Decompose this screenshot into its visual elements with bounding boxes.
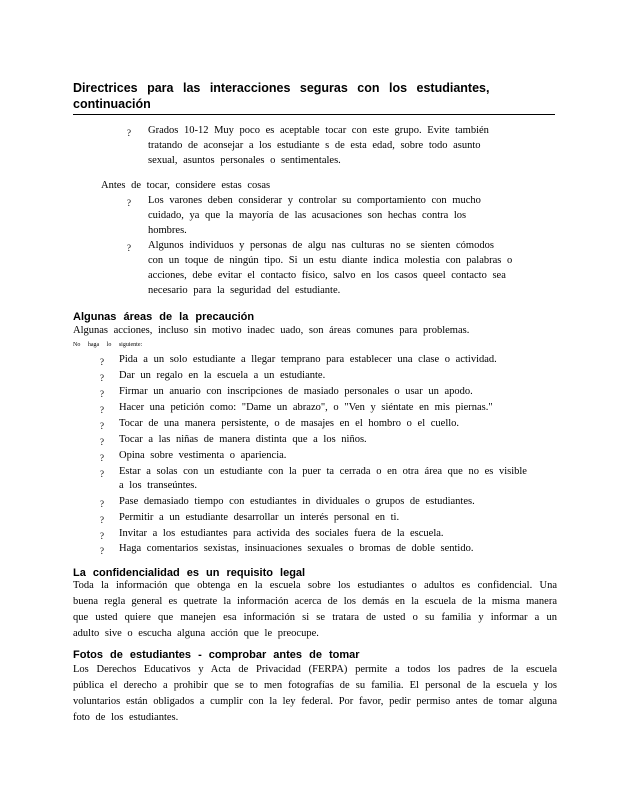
caution-item: Pida a un solo estudiante a llegar temprano para establecer una clase o actividad.: [119, 354, 497, 365]
before-item-2-line-3: acciones, debe evitar el contacto físico, salvo en los casos queel contacto sea: [148, 270, 506, 281]
title-rule: [73, 114, 555, 115]
confidentiality-heading: La confidencialidad es un requisito legal: [73, 567, 306, 579]
bullet-marker: ?: [100, 453, 104, 463]
bullet-marker: ?: [100, 357, 104, 367]
before-item-2-line-2: con un toque de ningún tipo. Si un estu diante indica molestia con palabras o: [148, 255, 513, 266]
bullet-marker: ?: [100, 546, 104, 556]
caution-item: Invitar a los estudiantes para activida des sociales fuera de la escuela.: [119, 528, 444, 539]
bullet-marker: ?: [100, 437, 104, 447]
caution-item: Pase demasiado tiempo con estudiantes in dividuales o grupos de estudiantes.: [119, 496, 475, 507]
bullet-marker: ?: [100, 469, 104, 479]
caution-small-label: No haga lo siguiente:: [73, 342, 143, 348]
caution-item: Estar a solas con un estudiante con la puer ta cerrada o en otra área que no es visible: [119, 466, 527, 477]
bullet-marker: ?: [100, 421, 104, 431]
before-item-2-line-4: necesario para la seguridad del estudiante.: [148, 285, 341, 296]
caution-item: Dar un regalo en la escuela a un estudiante.: [119, 370, 326, 381]
grades-line-2: tratando de aconsejar a los estudiante s de esta edad, sobre todo asunto: [148, 140, 481, 151]
grades-line-1: Grados 10-12 Muy poco es aceptable tocar con este grupo. Evite también: [148, 125, 489, 136]
before-item-1-line-3: hombres.: [148, 225, 187, 236]
caution-item: Opina sobre vestimenta o apariencia.: [119, 450, 287, 461]
caution-item: Firmar un anuario con inscripciones de masiado personales o usar un apodo.: [119, 386, 473, 397]
bullet-marker: ?: [100, 531, 104, 541]
caution-item: Hacer una petición como: "Dame un abrazo", o "Ven y siéntate en mis piernas.": [119, 402, 493, 413]
caution-item: Tocar a las niñas de manera distinta que a los niños.: [119, 434, 367, 445]
before-item-1-line-1: Los varones deben considerar y controlar su comportamiento con mucho: [148, 195, 481, 206]
caution-heading: Algunas áreas de la precaución: [73, 311, 255, 323]
bullet-marker: ?: [100, 389, 104, 399]
bullet-marker: ?: [100, 405, 104, 415]
before-touch-intro: Antes de tocar, considere estas cosas: [101, 180, 271, 191]
photos-text: Los Derechos Educativos y Acta de Privacidad (FERPA) permite a todos los padres de la escuela pública el derecho a prohibir que se to men fotografías de su familia. El personal de la escuela y los voluntarios están obligados a cumplir con la ley federal. Por favor, pedir permiso antes de tomar alguna foto de los estudiantes.: [73, 664, 557, 723]
caution-item: Permitir a un estudiante desarrollar un interés personal en ti.: [119, 512, 400, 523]
bullet-marker: ?: [127, 243, 131, 253]
confidentiality-text: Toda la información que obtenga en la escuela sobre los estudiantes o adultos es confidencial. Una buena regla general es quetrate la información acerca de los demás en la escuela de la misma manera que usted quiere que manejen esa información si se tratara de usted o su familia y informar a un adulto sive o escucha alguna acción que le preocupe.: [73, 580, 557, 639]
photos-heading: Fotos de estudiantes - comprobar antes de tomar: [73, 649, 360, 661]
page-title: Directrices para las interacciones seguras con los estudiantes, continuación: [73, 81, 490, 111]
bullet-marker: ?: [100, 515, 104, 525]
caution-intro: Algunas acciones, incluso sin motivo inadec uado, son áreas comunes para problemas.: [73, 325, 470, 336]
caution-item: Tocar de una manera persistente, o de masajes en el hombro o el cuello.: [119, 418, 460, 429]
bullet-marker: ?: [100, 373, 104, 383]
grades-line-3: sexual, asuntos personales o sentimentales.: [148, 155, 341, 166]
caution-item: Haga comentarios sexistas, insinuaciones sexuales o bromas de doble sentido.: [119, 543, 474, 554]
before-item-1-line-2: cuidado, ya que la mayoría de las acusaciones son hechas contra los: [148, 210, 467, 221]
before-item-2-line-1: Algunos individuos y personas de algu nas culturas no se sienten cómodos: [148, 240, 494, 251]
bullet-marker: ?: [127, 198, 131, 208]
bullet-marker: ?: [127, 128, 131, 138]
bullet-marker: ?: [100, 499, 104, 509]
caution-item-continuation: a los transeúntes.: [119, 480, 198, 491]
